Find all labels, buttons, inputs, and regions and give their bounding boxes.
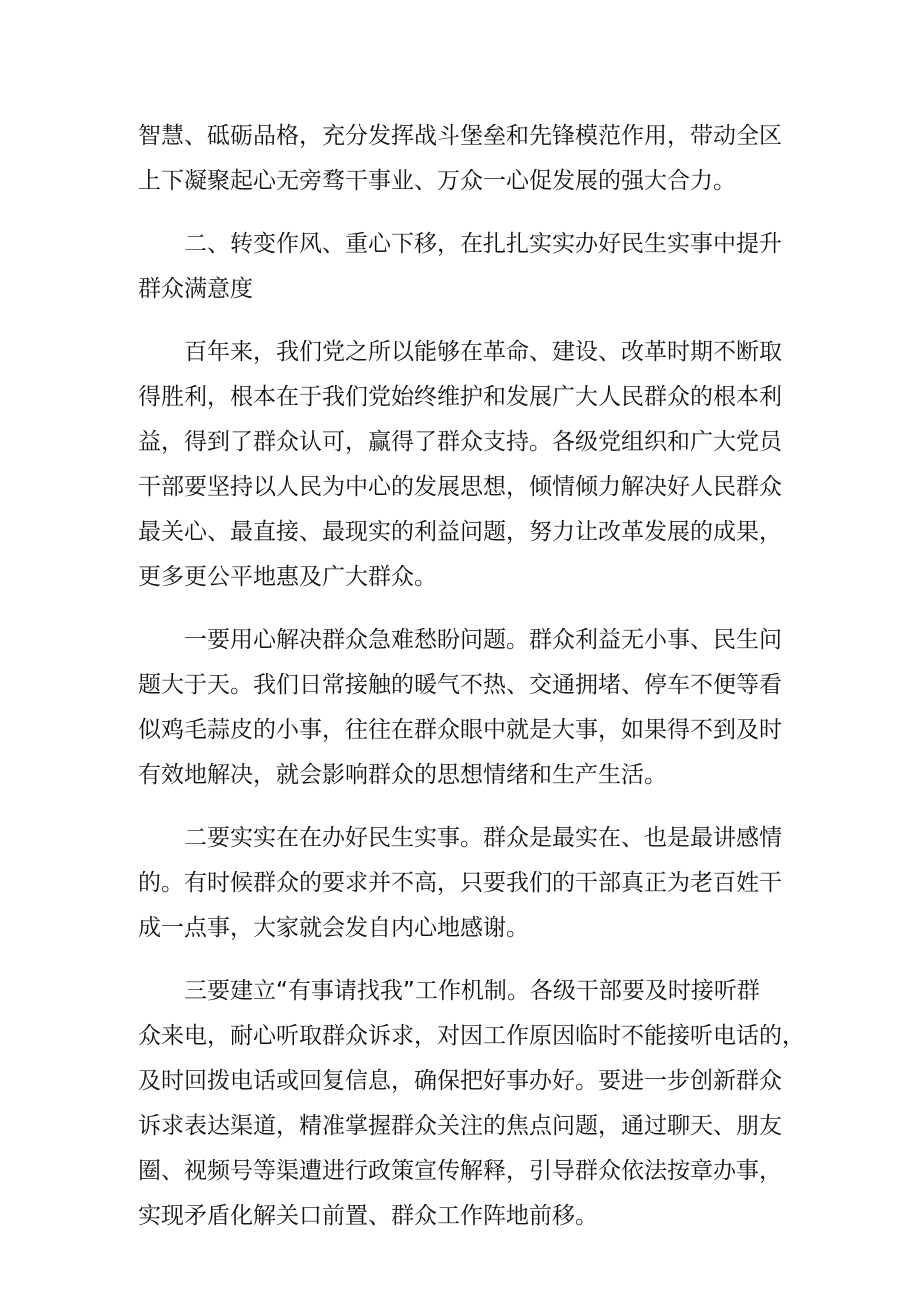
text-line: 的。有时候群众的要求并不高，只要我们的干部真正为老百姓干 (138, 870, 782, 896)
text-line: 圈、视频号等渠遭进行政策宣传解释，引导群众依法按章办事， (138, 1158, 782, 1184)
text-line: 得胜利，根本在于我们党始终维护和发展广大人民群众的根本利 (138, 384, 782, 410)
text-line: 有效地解决，就会影响群众的思想情绪和生产生活。 (138, 762, 667, 788)
text-line: 实现矛盾化解关口前置、群众工作阵地前移。 (138, 1203, 598, 1229)
text-line: 二、转变作风、重心下移，在扎扎实实办好民生实事中提升 (184, 231, 782, 257)
text-line: 似鸡毛蒜皮的小事，往往在群众眼中就是大事，如果得不到及时 (138, 717, 782, 743)
text-line: 成一点事，大家就会发自内心地感谢。 (138, 915, 529, 941)
text-line: 诉求表达渠道，精准掌握群众关注的焦点问题，通过聊天、朋友 (138, 1113, 782, 1139)
text-line: 益，得到了群众认可，赢得了群众支持。各级党组织和广大党员 (138, 429, 782, 455)
paragraph-point-one (138, 618, 786, 798)
text-line: 众来电，耐心听取群众诉求，对因工作原因临时不能接听电话的， (138, 1023, 805, 1049)
text-line: 上下凝聚起心无旁骛干事业、万众一心促发展的强大合力。 (138, 168, 736, 194)
text-line: 最关心、最直接、最现实的利益问题，努力让改革发展的成果， (138, 519, 782, 545)
text-line: 二要实实在在办好民生实事。群众是最实在、也是最讲感情 (184, 825, 782, 851)
text-line: 干部要坚持以人民为中心的发展思想，倾情倾力解决好人民群众 (138, 474, 782, 500)
text-line: 更多更公平地惠及广大群众。 (138, 564, 437, 590)
section-heading (138, 222, 786, 312)
text-line: 一要用心解决群众急难愁盼问题。群众利益无小事、民生问 (184, 627, 782, 653)
paragraph-intro (138, 330, 786, 600)
text-line: 百年来，我们党之所以能够在革命、建设、改革时期不断取 (184, 339, 782, 365)
text-line: 及时回拨电话或回复信息，确保把好事办好。要进一步创新群众 (138, 1068, 782, 1094)
text-line: 题大于天。我们日常接触的暖气不热、交通拥堵、停车不便等看 (138, 672, 782, 698)
text-line: 三要建立“有事请找我”工作机制。各级干部要及时接听群 (184, 978, 760, 1004)
text-line: 智慧、砥砺品格，充分发挥战斗堡垒和先锋模范作用，带动全区 (138, 123, 782, 149)
paragraph-point-three (138, 969, 805, 1239)
paragraph-point-two (138, 816, 786, 951)
document-body (138, 114, 805, 1257)
paragraph-continuation (138, 114, 786, 204)
text-line: 群众满意度 (138, 276, 253, 302)
